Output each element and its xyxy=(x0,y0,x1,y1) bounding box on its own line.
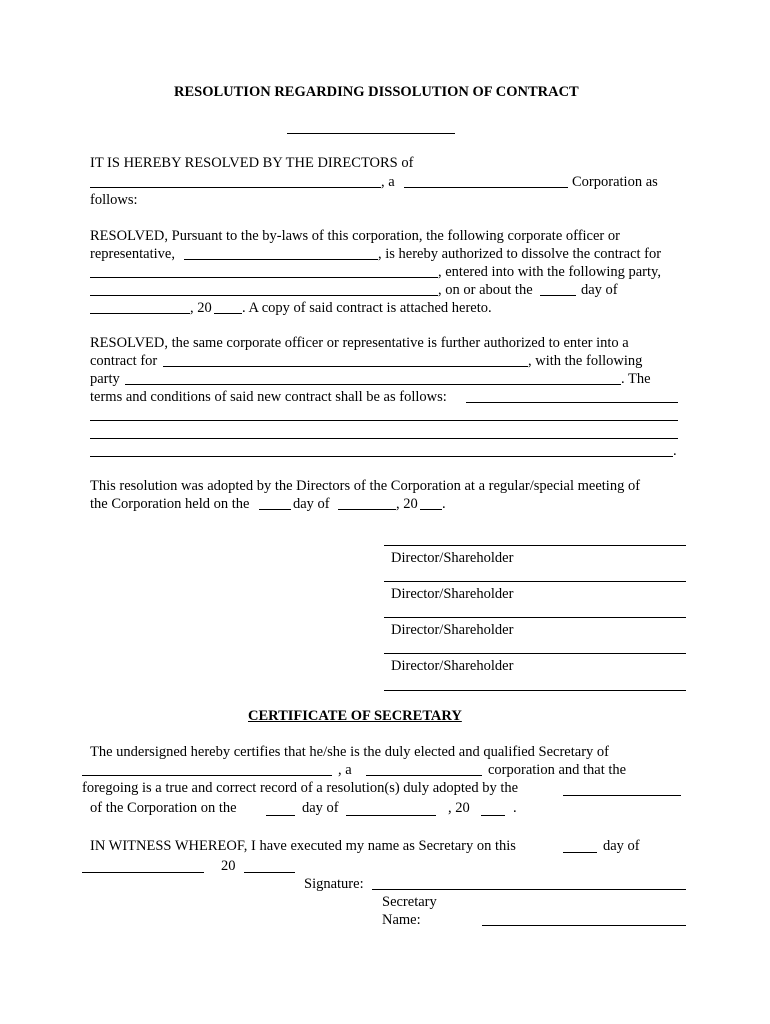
new-party-field[interactable] xyxy=(125,384,621,385)
name-label: Name: xyxy=(382,912,421,928)
p2-copy: . A copy of said contract is attached hereto. xyxy=(242,300,492,316)
p4-l2b: day of xyxy=(293,496,330,512)
p1-follows: follows: xyxy=(90,192,138,208)
signature-line-3[interactable] xyxy=(384,617,686,618)
witness-month-field[interactable] xyxy=(82,872,204,873)
p2-auth: , is hereby authorized to dissolve the contract for xyxy=(378,246,662,262)
signature-line-5[interactable] xyxy=(384,690,686,691)
cert-line3: foregoing is a true and correct record of a resolution(s) duly adopted by the xyxy=(82,780,519,796)
secretary-label: Secretary xyxy=(382,894,437,910)
p2-rep: representative, xyxy=(90,246,175,262)
blank-line[interactable] xyxy=(287,133,455,134)
cert-a: , a xyxy=(338,762,352,778)
cert-l4c: , 20 xyxy=(448,800,470,816)
p2-entered: , entered into with the following party, xyxy=(438,264,661,280)
meeting-month-field[interactable] xyxy=(338,509,396,510)
state-field[interactable] xyxy=(404,187,568,188)
cert-corp-that: corporation and that the xyxy=(488,762,627,778)
witness-dayof: day of xyxy=(603,838,640,854)
terms-field-2[interactable] xyxy=(90,420,678,421)
cert-state-field[interactable] xyxy=(366,775,482,776)
officer-name-field[interactable] xyxy=(184,259,378,260)
cert-l4d: . xyxy=(513,800,517,816)
signature-line-2[interactable] xyxy=(384,581,686,582)
cert-day-field[interactable] xyxy=(266,815,295,816)
p2-onabout: , on or about the xyxy=(438,282,533,298)
cert-year-field[interactable] xyxy=(481,815,505,816)
signature-label-4: Director/Shareholder xyxy=(391,658,514,674)
p3-contract-for: contract for xyxy=(90,353,158,369)
contract-day-field[interactable] xyxy=(540,295,576,296)
terms-field-1[interactable] xyxy=(466,402,678,403)
signature-line-1[interactable] xyxy=(384,545,686,546)
p3-party: party xyxy=(90,371,120,387)
p3-terms: terms and conditions of said new contract shall be as follows: xyxy=(90,389,447,405)
secretary-name-field[interactable] xyxy=(482,925,686,926)
witness-twenty: 20 xyxy=(221,858,236,874)
p2-line1: RESOLVED, Pursuant to the by-laws of this corporation, the following corporate officer or xyxy=(90,228,620,244)
corporation-name-field[interactable] xyxy=(90,187,381,188)
terms-field-3[interactable] xyxy=(90,438,678,439)
contract-description-field[interactable] xyxy=(90,277,438,278)
signature-line-4[interactable] xyxy=(384,653,686,654)
p4-l2c: , 20 xyxy=(396,496,418,512)
cert-month-field[interactable] xyxy=(346,815,436,816)
p4-l2a: the Corporation held on the xyxy=(90,496,250,512)
secretary-signature-field[interactable] xyxy=(372,889,686,890)
cert-l4b: day of xyxy=(302,800,339,816)
p2-year20: , 20 xyxy=(190,300,212,316)
new-contract-field[interactable] xyxy=(163,366,528,367)
signature-label: Signature: xyxy=(304,876,364,892)
cert-l4a: of the Corporation on the xyxy=(90,800,237,816)
p4-l2d: . xyxy=(442,496,446,512)
certificate-heading: CERTIFICATE OF SECRETARY xyxy=(248,708,462,724)
contract-month-field[interactable] xyxy=(90,313,190,314)
signature-label-1: Director/Shareholder xyxy=(391,550,514,566)
cert-corporation-field[interactable] xyxy=(82,775,332,776)
cert-line1: The undersigned hereby certifies that he/she is the duly elected and qualified Secretary of xyxy=(90,744,609,760)
p4-line1: This resolution was adopted by the Directors of the Corporation at a regular/special meeting of xyxy=(90,478,641,494)
witness-year-field[interactable] xyxy=(244,872,295,873)
p1-a: , a xyxy=(381,174,395,190)
p2-dayof: day of xyxy=(581,282,618,298)
p3-the: . The xyxy=(621,371,651,387)
p1-line1: IT IS HEREBY RESOLVED BY THE DIRECTORS of xyxy=(90,155,414,171)
contract-year-field[interactable] xyxy=(214,313,242,314)
meeting-year-field[interactable] xyxy=(420,509,442,510)
p3-line1: RESOLVED, the same corporate officer or representative is further authorized to enter into a xyxy=(90,335,629,351)
document-title: RESOLUTION REGARDING DISSOLUTION OF CONTRACT xyxy=(174,84,579,100)
signature-label-2: Director/Shareholder xyxy=(391,586,514,602)
meeting-day-field[interactable] xyxy=(259,509,291,510)
p1-corp-as: Corporation as xyxy=(572,174,658,190)
cert-adopted-by-field[interactable] xyxy=(563,795,681,796)
p3-period: . xyxy=(673,443,677,459)
p3-with-following: , with the following xyxy=(528,353,643,369)
party-name-field[interactable] xyxy=(90,295,438,296)
witness-day-field[interactable] xyxy=(563,852,597,853)
signature-label-3: Director/Shareholder xyxy=(391,622,514,638)
witness-line1: IN WITNESS WHEREOF, I have executed my name as Secretary on this xyxy=(90,838,516,854)
terms-field-4[interactable] xyxy=(90,456,673,457)
